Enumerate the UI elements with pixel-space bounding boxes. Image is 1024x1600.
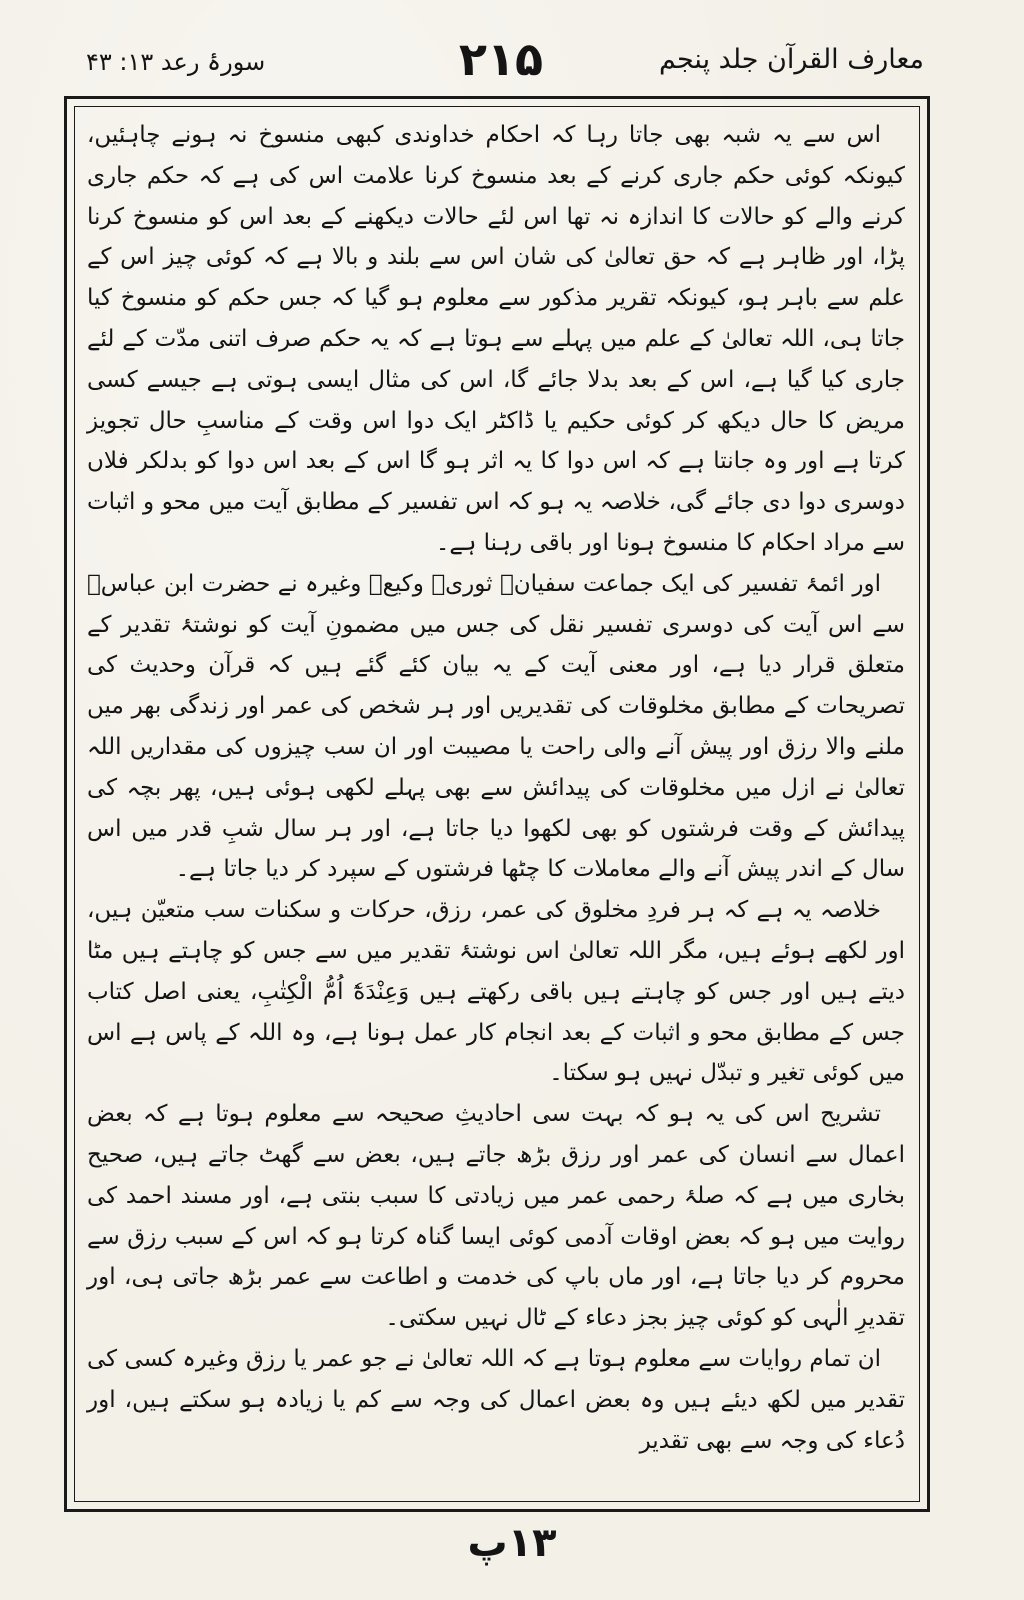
- paragraph: خلاصہ یہ ہے کہ ہر فردِ مخلوق کی عمر، رزق، حرکات و سکنات سب متعیّن ہیں، اور لکھے ہوئے ہیں، مگر اللہ تعالیٰ اس نوشتۂ تقدیر میں سے جس کو چاہتے ہیں مٹا دیتے ہیں اور جس کو چاہتے ہیں باقی رکھتے ہیں وَعِنْدَهٗٓ اُمُّ الْكِتٰبِ، یعنی اصل کتاب جس کے مطابق محو و اثبات کے بعد انجام کار عمل ہونا ہے، وہ اللہ کے پاس ہے اس میں کوئی تغیر و تبدّل نہیں ہو سکتا۔: [87, 897, 905, 1087]
- surah-reference: سورۂ رعد ۱۳: ۴۳: [86, 48, 266, 76]
- page-header: [72, 34, 930, 98]
- paragraph: ان تمام روایات سے معلوم ہوتا ہے کہ اللہ تعالیٰ نے جو عمر یا رزق وغیرہ کسی کی تقدیر میں لکھ دیئے ہیں وہ بعض اعمال کی وجہ سے کم یا زیادہ ہو سکتے ہیں، اور دُعاء کی وجہ سے بھی تقدیر: [87, 1345, 905, 1454]
- text-frame: [64, 96, 930, 1512]
- book-title: معارف القرآن جلد پنجم: [659, 44, 924, 75]
- paragraph: تشریح اس کی یہ ہو کہ بہت سی احادیثِ صحیحہ سے معلوم ہوتا ہے کہ بعض اعمال سے انسان کی عمر اور رزق بڑھ جاتے ہیں، بعض سے گھٹ جاتے ہیں، صحیح بخاری میں ہے کہ صلۂ رحمی عمر میں زیادتی کا سبب بنتی ہے، اور مسند احمد کی روایت میں ہو کہ بعض اوقات آدمی کوئی ایسا گناہ کرتا ہو کہ اس کے سبب رزق سے محروم کر دیا جاتا ہے، اور ماں باپ کی خدمت و اطاعت سے عمر بڑھ جاتی ہی، اور تقدیرِ الٰہی کو کوئی چیز بجز دعاء کے ٹال نہیں سکتی۔: [87, 1101, 905, 1332]
- paragraph: اور ائمۂ تفسیر کی ایک جماعت سفیانؒ ثوریؒ وکیعؒ وغیرہ نے حضرت ابن عباسؓ سے اس آیت کی دوسری تفسیر نقل کی جس میں مضمونِ آیت کو نوشتۂ تقدیر کے متعلق قرار دیا ہے، اور معنی آیت کے یہ بیان کئے گئے ہیں کہ قرآن وحدیث کی تصریحات کے مطابق مخلوقات کی تقدیریں اور ہر شخص کی عمر اور زندگی بھر میں ملنے والا رزق اور پیش آنے والی راحت یا مصیبت اور ان سب چیزوں کی مقداریں اللہ تعالیٰ نے ازل میں مخلوقات کی پیدائش سے بھی پہلے لکھی ہوئی ہیں، پھر بچہ کی پیدائش کے وقت فرشتوں کو بھی لکھوا دیا جاتا ہے، اور ہر سال شبِ قدر میں اس سال کے اندر پیش آنے والے معاملات کا چٹھا فرشتوں کے سپرد کر دیا جاتا ہے۔: [87, 570, 905, 883]
- signature-mark: ۱۳پ: [467, 1520, 557, 1566]
- body-text: [87, 115, 905, 1461]
- page-number: ۲۱۵: [458, 32, 544, 86]
- paragraph: اس سے یہ شبہ بھی جاتا رہا کہ احکام خداوندی کبھی منسوخ نہ ہونے چاہئیں، کیونکہ کوئی حکم جاری کرنے کے بعد منسوخ کرنا علامت اس کی ہے کہ حکم جاری کرنے والے کو حالات کا اندازہ نہ تھا اس لئے حالات دیکھنے کے بعد اس کو منسوخ کرنا پڑا، اور ظاہر ہے کہ حق تعالیٰ کی شان اس سے بلند و بالا ہے کہ کوئی چیز اس کے علم سے باہر ہو، کیونکہ تقریر مذکور سے معلوم ہو گیا کہ جس حکم کو منسوخ کیا جاتا ہی، اللہ تعالیٰ کے علم میں پہلے سے ہوتا ہے کہ یہ حکم صرف اتنی مدّت کے لئے جاری کیا گیا ہے، اس کے بعد بدلا جائے گا، اس کی مثال ایسی ہوتی ہے جیسے کسی مریض کا حال دیکھ کر کوئی حکیم یا ڈاکٹر ایک دوا اس وقت کے مناسبِ حال تجویز کرتا ہے اور وہ جانتا ہے کہ اس دوا کا یہ اثر ہو گا اس کے بعد اس دوا کو بدلکر فلاں دوسری دوا دی جائے گی، خلاصہ یہ ہو کہ اس تفسیر کے مطابق آیت میں محو و اثبات سے مراد احکام کا منسوخ ہونا اور باقی رہنا ہے۔: [87, 122, 905, 556]
